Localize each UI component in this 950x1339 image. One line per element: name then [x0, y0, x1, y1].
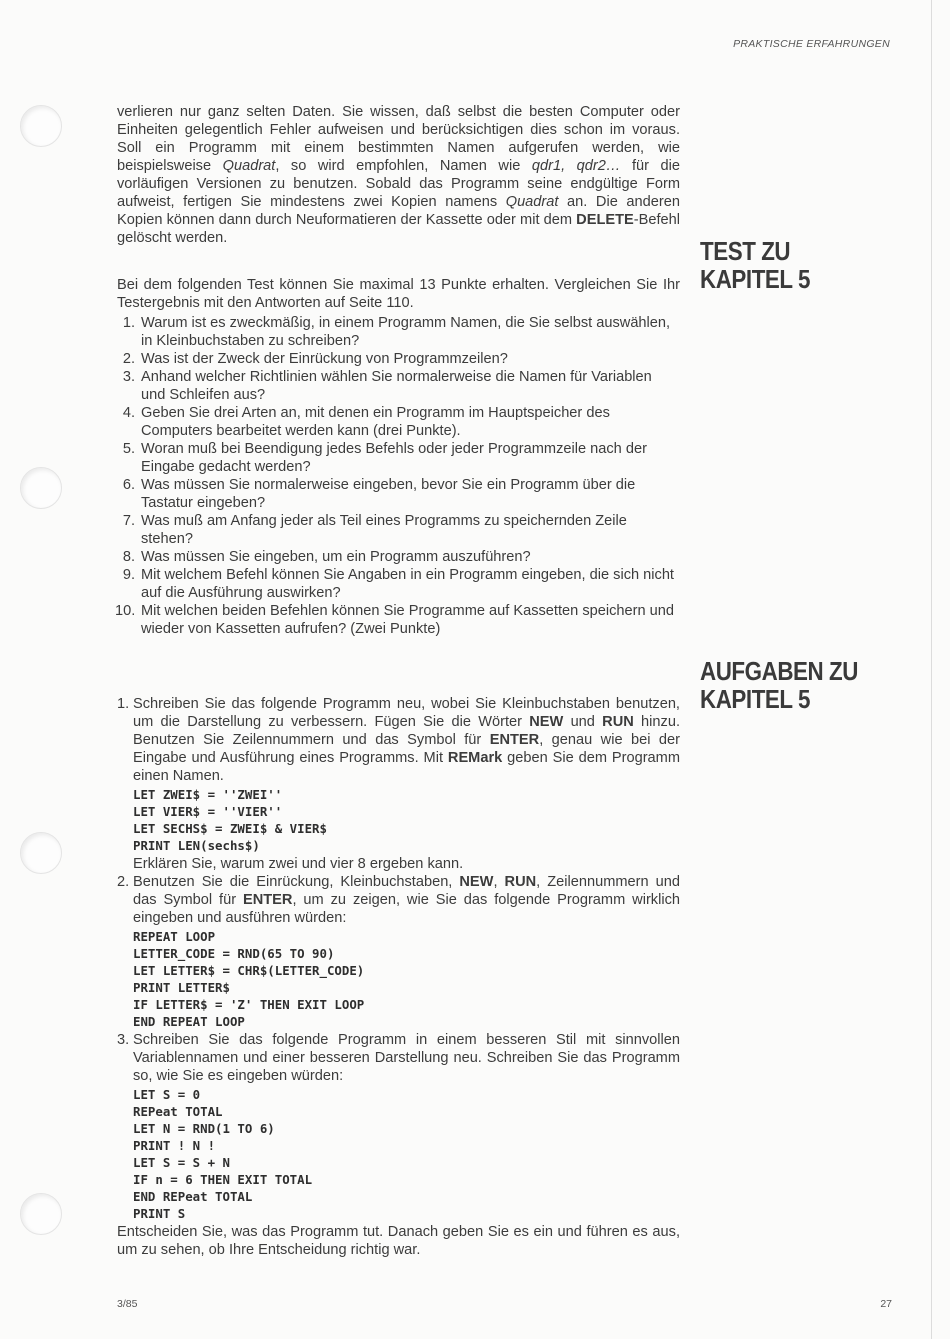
code-line: LET SECHS$ = ZWEI$ & VIER$: [133, 821, 327, 836]
question-number: 6.: [122, 477, 135, 493]
code-listing: [133, 928, 680, 1030]
tasks-list: [117, 695, 680, 1259]
running-header: PRAKTISCHE ERFAHRUNGEN: [733, 38, 890, 50]
page-edge: [931, 0, 932, 1339]
question-text: Was müssen Sie normalerweise eingeben, bevor Sie ein Programm über die Tastatur eingeben?: [141, 477, 636, 511]
question-item: [117, 602, 680, 638]
test-questions: [117, 314, 680, 638]
question-number: 5.: [122, 441, 135, 457]
tasks-heading: AUFGABEN ZU KAPITEL 5: [700, 656, 858, 714]
question-item: [117, 566, 680, 602]
question-text: Warum ist es zweckmäßig, in einem Programm Namen, die Sie selbst auswählen, in Kleinbuchstaben zu schreiben?: [141, 315, 671, 349]
question-item: [117, 350, 680, 368]
code-line: PRINT S: [133, 1206, 186, 1221]
punch-hole: [20, 832, 62, 874]
code-line: REPeat TOTAL: [133, 1104, 223, 1119]
code-listing: [133, 1086, 680, 1222]
code-line: PRINT LEN(sechs$): [133, 838, 260, 853]
question-text: Mit welchem Befehl können Sie Angaben in ein Programm eingeben, die sich nicht auf die Ausführung auswirken?: [141, 567, 674, 601]
question-text: Mit welchen beiden Befehlen können Sie Programme auf Kassetten speichern und wieder von Kassetten aufrufen? (Zwei Punkte): [141, 603, 674, 637]
question-item: [117, 368, 680, 404]
question-number: 8.: [122, 549, 135, 565]
code-line: LET N = RND(1 TO 6): [133, 1121, 275, 1136]
question-number: 2.: [122, 351, 135, 367]
question-item: [117, 440, 680, 476]
question-number: 10.: [115, 603, 136, 619]
code-line: LET LETTER$ = CHR$(LETTER_CODE): [133, 963, 365, 978]
question-text: Was muß am Anfang jeder als Teil eines Programms zu speichernden Zeile stehen?: [141, 513, 627, 547]
task-item: 2. Benutzen Sie die Einrückung, Kleinbuchstaben, NEW, RUN, Zeilennummern und das Symbol für ENTER, um zu zeigen, wie Sie das folgende Programm wirklich eingeben und ausführen würden: REPEAT LOOP LETTER_CODE = RND(65 TO 90) LET LETTER$ = CHR$(LETTER_CODE) PRINT LETTER$ IF LETTER$ = 'Z' THEN EXIT LOOP END REPEAT LOOP: [117, 874, 680, 1029]
task-item: 3. Schreiben Sie das folgende Programm in einem besseren Stil mit sinnvollen Variablennamen und einer besseren Darstellung neu. Schreiben Sie das Programm so, wie Sie es eingeben würden: LET S = 0 REPeat TOTAL LET N = RND(1 TO 6) PRINT ! N ! LET S = S + N IF n = 6 THEN EXIT TOTAL END REPeat TOTAL PRINT S: [117, 1032, 680, 1221]
code-line: REPEAT LOOP: [133, 929, 216, 944]
code-line: LET VIER$ = ''VIER'': [133, 804, 283, 819]
punch-hole: [20, 1193, 62, 1235]
footer-date: 3/85: [117, 1298, 138, 1310]
question-number: 4.: [122, 405, 135, 421]
code-line: IF n = 6 THEN EXIT TOTAL: [133, 1172, 313, 1187]
question-number: 9.: [122, 567, 135, 583]
question-text: Anhand welcher Richtlinien wählen Sie normalerweise die Namen für Variablen und Schleifen aus?: [141, 369, 652, 403]
test-heading: TEST ZU KAPITEL 5: [700, 236, 811, 294]
question-item: [117, 476, 680, 512]
question-number: 1.: [122, 315, 135, 331]
code-line: LET S = 0: [133, 1087, 201, 1102]
test-intro: Bei dem folgenden Test können Sie maximal 13 Punkte erhalten. Vergleichen Sie Ihr Testergebnis mit den Antworten auf Seite 110.: [117, 277, 680, 311]
closing-paragraph: Entscheiden Sie, was das Programm tut. Danach geben Sie es ein und führen es aus, um zu sehen, ob Ihre Entscheidung richtig war.: [117, 1224, 680, 1258]
punch-hole: [20, 467, 62, 509]
question-text: Geben Sie drei Arten an, mit denen ein Programm im Hauptspeicher des Computers bearbeitet werden kann (drei Punkte).: [141, 405, 610, 439]
question-number: 3.: [122, 369, 135, 385]
task-item: 1. Schreiben Sie das folgende Programm neu, wobei Sie Kleinbuchstaben benutzen, um die Darstellung zu verbessern. Fügen Sie die Wörter NEW und RUN hinzu. Benutzen Sie Zeilennummern und das Symbol für ENTER, genau wie bei der Eingabe und Ausführung eines Programms. Mit REMark geben Sie dem Programm einen Namen. LET ZWEI$ = ''ZWEI'' LET VIER$ = ''VIER'' LET SECHS$ = ZWEI$ & VIER$ PRINT LEN(sechs$) Erklären Sie, warum zwei und vier 8 ergeben kann.: [117, 696, 680, 872]
punch-hole: [20, 105, 62, 147]
code-line: LETTER_CODE = RND(65 TO 90): [133, 946, 335, 961]
question-item: [117, 512, 680, 548]
question-text: Woran muß bei Beendigung jedes Befehls oder jeder Programmzeile nach der Eingabe gedacht werden?: [141, 441, 647, 475]
code-line: END REPeat TOTAL: [133, 1189, 253, 1204]
question-item: [117, 404, 680, 440]
question-text: Was ist der Zweck der Einrückung von Programmzeilen?: [141, 351, 508, 367]
page-number: 27: [880, 1298, 892, 1310]
intro-paragraph: verlieren nur ganz selten Daten. Sie wissen, daß selbst die besten Computer oder Einheiten gelegentlich Fehler aufweisen und berücksichtigen dies schon im voraus. Soll ein Programm mit einem bestimmten Namen aufgerufen werden, wie beispielsweise Quadrat, so wird empfohlen, Namen wie qdr1, qdr2… für die vorläufigen Versionen zu benutzen. Sobald das Programm seine endgültige Form aufweist, fertigen Sie mindestens zwei Kopien namens Quadrat an. Die anderen Kopien können dann durch Neuformatieren der Kassette oder mit dem DELETE-Befehl gelöscht werden.: [117, 104, 680, 246]
question-number: 7.: [122, 513, 135, 529]
question-text: Was müssen Sie eingeben, um ein Programm auszuführen?: [141, 549, 531, 565]
question-item: [117, 314, 680, 350]
code-line: PRINT LETTER$: [133, 980, 230, 995]
code-line: PRINT ! N !: [133, 1138, 216, 1153]
code-listing: [133, 786, 680, 854]
question-item: [117, 548, 680, 566]
code-line: LET ZWEI$ = ''ZWEI'': [133, 787, 283, 802]
code-line: LET S = S + N: [133, 1155, 230, 1170]
code-line: END REPEAT LOOP: [133, 1014, 245, 1029]
code-line: IF LETTER$ = 'Z' THEN EXIT LOOP: [133, 997, 365, 1012]
